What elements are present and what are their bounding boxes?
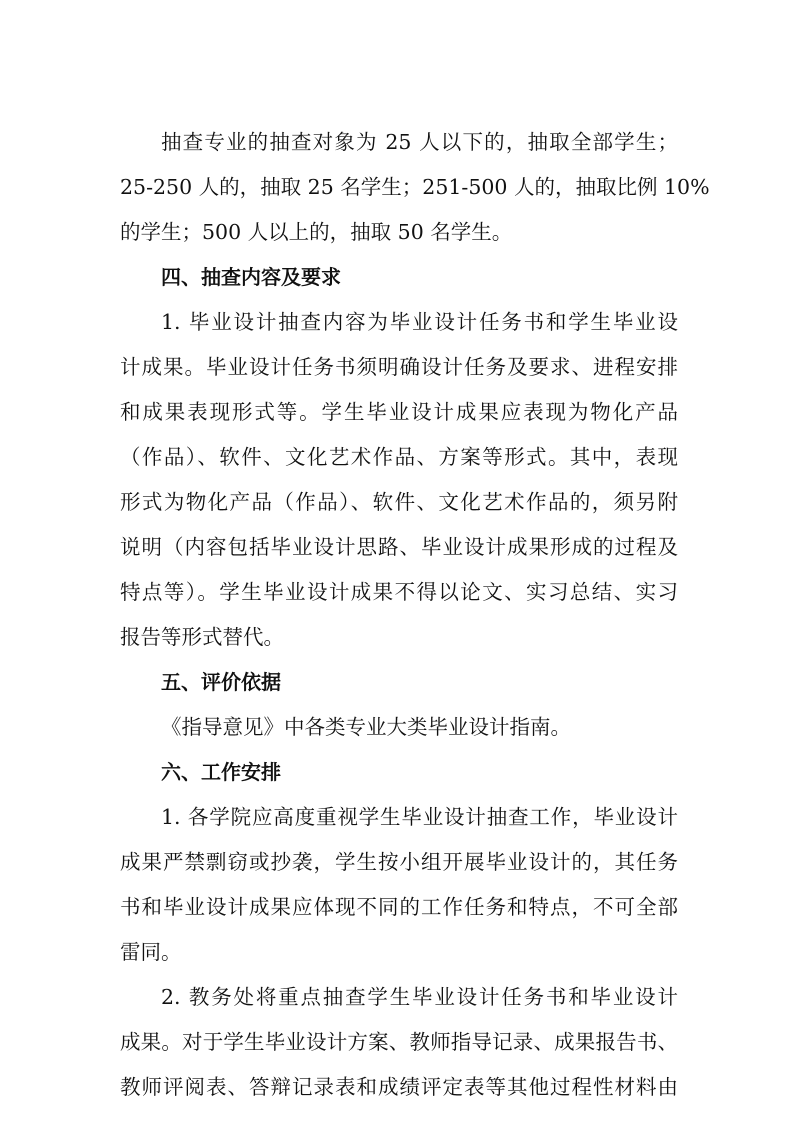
text-line: 成果严禁剽窃或抄袭，学生按小组开展毕业设计的，其任务 (120, 850, 678, 874)
text-line: 形式为物化产品（作品）、软件、文化艺术作品的，须另附 (120, 490, 678, 514)
section-heading: 六、工作安排 (161, 760, 281, 784)
text-line: 抽查专业的抽查对象为 25 人以下的，抽取全部学生； (161, 130, 678, 154)
text-line: 教师评阅表、答辩记录表和成绩评定表等其他过程性材料由 (120, 1075, 678, 1099)
text-line: 说明（内容包括毕业设计思路、毕业设计成果形成的过程及 (120, 535, 678, 559)
text-line: 的学生；500 人以上的，抽取 50 名学生。 (120, 220, 513, 244)
text-line: 特点等）。学生毕业设计成果不得以论文、实习总结、实习 (120, 580, 678, 604)
text-line: 计成果。毕业设计任务书须明确设计任务及要求、进程安排 (120, 355, 678, 379)
text-line: 成果。对于学生毕业设计方案、教师指导记录、成果报告书、 (120, 1030, 678, 1054)
section-heading: 五、评价依据 (161, 670, 281, 694)
text-line: 1. 各学院应高度重视学生毕业设计抽查工作，毕业设计 (161, 805, 678, 829)
text-line: 2. 教务处将重点抽查学生毕业设计任务书和毕业设计 (161, 985, 678, 1009)
text-line: 雷同。 (120, 940, 182, 964)
text-line: 《指导意见》中各类专业大类毕业设计指南。 (161, 715, 571, 739)
text-line: 报告等形式替代。 (120, 625, 284, 649)
text-line: 25-250 人的，抽取 25 名学生；251-500 人的，抽取比例 10% (120, 175, 710, 199)
section-heading: 四、抽查内容及要求 (161, 265, 341, 289)
text-line: （作品）、软件、文化艺术作品、方案等形式。其中，表现 (120, 445, 678, 469)
text-line: 书和毕业设计成果应体现不同的工作任务和特点，不可全部 (120, 895, 678, 919)
text-line: 1. 毕业设计抽查内容为毕业设计任务书和学生毕业设 (161, 310, 678, 334)
text-line: 和成果表现形式等。学生毕业设计成果应表现为物化产品 (120, 400, 678, 424)
